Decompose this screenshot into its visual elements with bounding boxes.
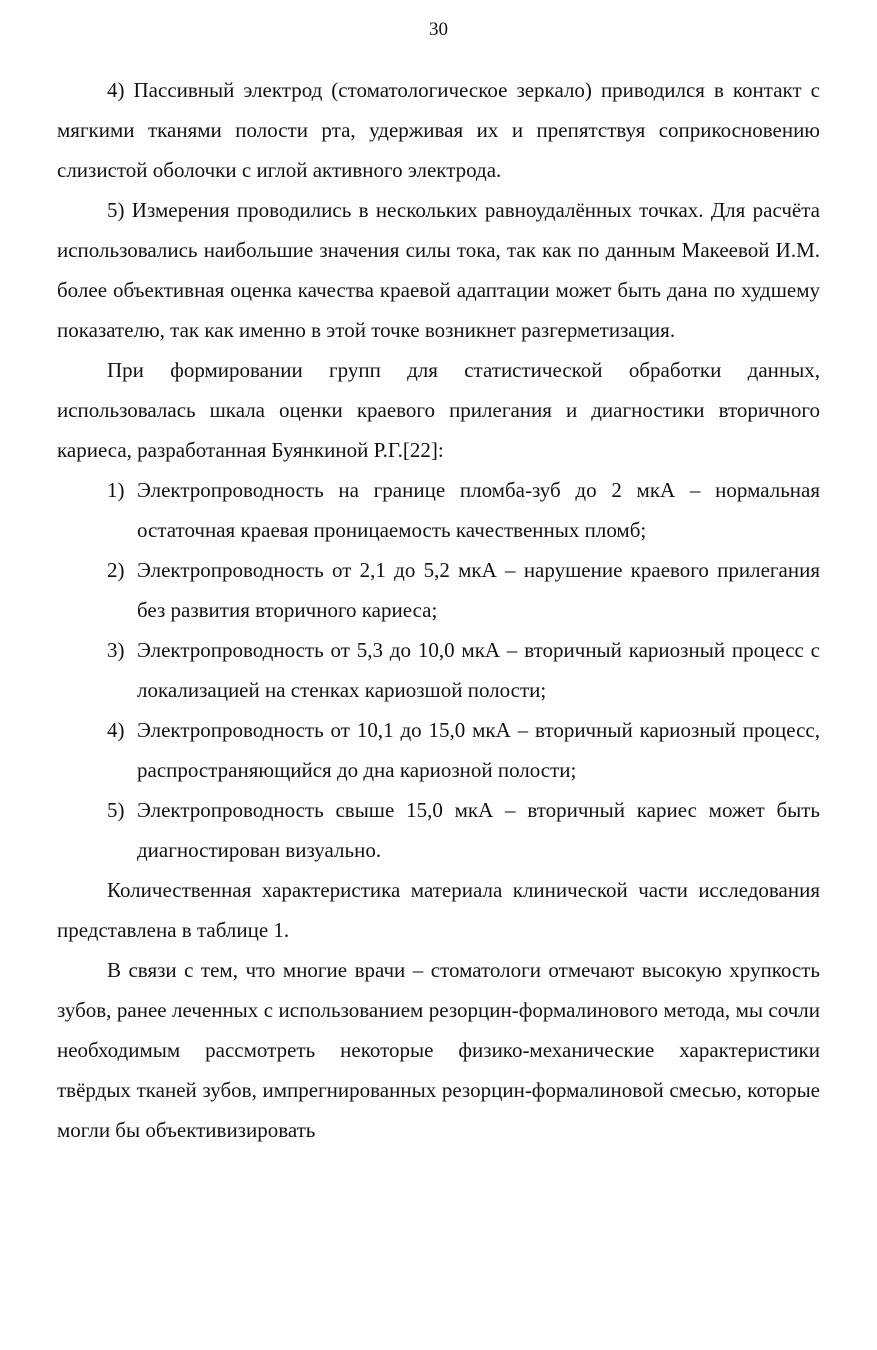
list-item <box>57 630 820 710</box>
list-item-number: 3) <box>107 638 125 662</box>
list-item <box>57 790 820 870</box>
list-item-number: 2) <box>107 558 125 582</box>
list-item-number: 1) <box>107 478 125 502</box>
list-item-text: Электропроводность от 2,1 до 5,2 мкА – нарушение краевого прилегания без развития вторичного кариеса; <box>137 558 820 622</box>
list-item <box>57 710 820 790</box>
paragraph-table-reference: Количественная характеристика материала клинической части исследования представлена в таблице 1. <box>57 878 820 942</box>
list-item-text: Электропроводность свыше 15,0 мкА – вторичный кариес может быть диагностирован визуально. <box>137 798 820 862</box>
list-item-text: Электропроводность на границе пломба-зуб до 2 мкА – нормальная остаточная краевая проницаемость качественных пломб; <box>137 478 820 542</box>
list-item-text: Электропроводность от 10,1 до 15,0 мкА – вторичный кариозный процесс, распространяющийся до дна кариозной полости; <box>137 718 820 782</box>
paragraph-passive-electrode: 4) Пассивный электрод (стоматологическое зеркало) приводился в контакт с мягкими тканями полости рта, удерживая их и препятствуя соприкосновению слизистой оболочки с иглой активного электрода. <box>57 78 820 182</box>
list-item <box>57 470 820 550</box>
list-item <box>57 550 820 630</box>
paragraph-measurements: 5) Измерения проводились в нескольких равноудалённых точках. Для расчёта использовались наибольшие значения силы тока, так как по данным Макеевой И.М. более объективная оценка качества краевой адаптации может быть дана по худшему показателю, так как именно в этой точке возникнет разгерметизация. <box>57 198 820 342</box>
list-item-text: Электропроводность от 5,3 до 10,0 мкА – вторичный кариозный процесс с локализацией на стенках кариозшой полости; <box>137 638 820 702</box>
scale-list <box>57 470 820 870</box>
list-item-number: 4) <box>107 718 125 742</box>
list-item-number: 5) <box>107 798 125 822</box>
document-body <box>57 70 820 1150</box>
page-number: 30 <box>429 19 448 40</box>
paragraph-fragility: В связи с тем, что многие врачи – стоматологи отмечают высокую хрупкость зубов, ранее леченных с использованием резорцин-формалинового метода, мы сочли необходимым рассмотреть некоторые физико-механические характеристики твёрдых тканей зубов, импрегнированных резорцин-формалиновой смесью, которые могли бы объективизировать <box>57 958 820 1142</box>
paragraph-group-forming: При формировании групп для статистической обработки данных, использовалась шкала оценки краевого прилегания и диагностики вторичного кариеса, разработанная Буянкиной Р.Г.[22]: <box>57 358 820 462</box>
